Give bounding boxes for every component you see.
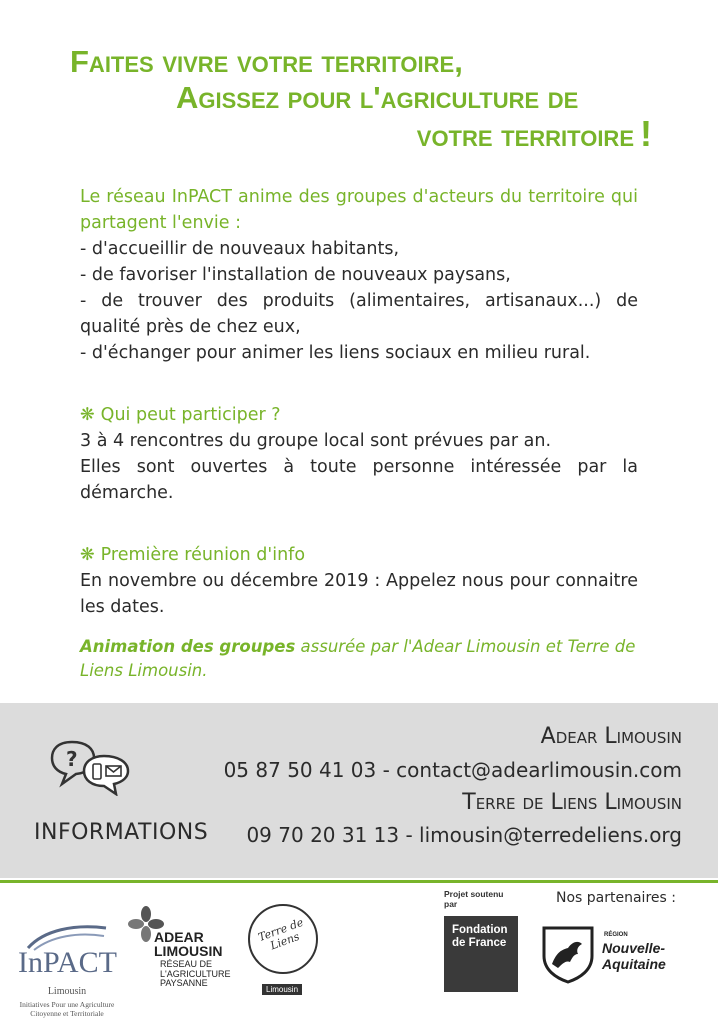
tdl-badge: Limousin: [262, 984, 302, 995]
credit-bold-2: des groupes: [175, 637, 296, 656]
participants-line-2: Elles sont ouvertes à toute personne intéressée par la démarche.: [80, 457, 638, 503]
region-label: RÉGION: [604, 932, 628, 938]
fondation-text: Fondation de France: [452, 924, 508, 949]
inpact-tagline: Initiatives Pour une Agriculture Citoyenne et Territoriale: [19, 1000, 115, 1018]
org-adear: Adear Limousin: [540, 724, 682, 749]
fondation-de-france-logo: [444, 916, 518, 992]
project-supported-label: [444, 890, 504, 909]
inpact-word: InPACT: [18, 946, 117, 979]
inpact-logo: [14, 908, 120, 1018]
reunion-text: En novembre ou décembre 2019 : Appelez nous pour connaitre les dates.: [80, 571, 638, 617]
region-name: Nouvelle-Aquitaine: [602, 940, 666, 972]
intro-item: - de favoriser l'installation de nouveaux paysans,: [80, 265, 511, 285]
contact-adear: 05 87 50 41 03 - contact@adearlimousin.com: [223, 758, 682, 782]
title-exclamation: !: [640, 113, 652, 154]
asterisk-icon: ❋: [80, 545, 95, 565]
title-line-3-text: votre territoire: [416, 118, 634, 153]
participants-line-1: 3 à 4 rencontres du groupe local sont prévues par an.: [80, 431, 552, 451]
inpact-region: Limousin: [47, 986, 87, 997]
title-line-3: [416, 113, 652, 154]
asterisk-icon: ❋: [80, 405, 95, 425]
intro-item: - de trouver des produits (alimentaires, artisanaux...) de qualité près de chez eux,: [80, 291, 638, 337]
participants-section: [80, 402, 638, 506]
intro-item: - d'échanger pour animer les liens sociaux en milieu rural.: [80, 343, 591, 363]
partners-label: Nos partenaires :: [556, 890, 676, 906]
tdl-script: Terre de Liens: [256, 915, 306, 953]
participants-heading-text: Qui peut participer ?: [100, 405, 281, 425]
reunion-heading-text: Première réunion d'info: [100, 545, 306, 565]
intro-block: [80, 184, 638, 366]
chat-bubbles-icon: [48, 738, 132, 796]
adear-logo: [128, 906, 240, 1006]
credit-bold-1: Animation: [80, 637, 176, 656]
lion-shield-icon: [540, 924, 596, 984]
intro-text: Le réseau InPACT anime des groupes d'acteurs du territoire qui partagent l'envie :: [80, 187, 638, 233]
title-line-2: Agissez pour l'agriculture de: [176, 80, 579, 115]
terre-de-liens-logo: [248, 904, 320, 1000]
info-label: INFORMATIONS: [34, 820, 209, 845]
adear-name: ADEAR LIMOUSIN: [154, 929, 223, 959]
projet-text: Projet soutenu par: [444, 889, 504, 909]
org-terre-de-liens: Terre de Liens Limousin: [462, 790, 682, 815]
reunion-heading: [80, 542, 638, 568]
credit-rest: assurée par l'Adear Limousin et Terre de Liens Limousin.: [80, 637, 636, 680]
intro-item: - d'accueillir de nouveaux habitants,: [80, 239, 400, 259]
title-line-1: Faites vivre votre territoire,: [70, 44, 463, 79]
nouvelle-aquitaine-logo: [540, 924, 690, 984]
credit-text: [80, 635, 638, 683]
logos-row: [0, 884, 718, 1024]
contact-terre-de-liens: 09 70 20 31 13 - limousin@terredeliens.org: [246, 823, 682, 847]
reunion-section: [80, 542, 638, 620]
participants-heading: [80, 402, 638, 428]
adear-description: RÉSEAU DE L'AGRICULTURE PAYSANNE: [160, 959, 231, 988]
svg-text:?: ?: [66, 747, 78, 771]
divider: [0, 880, 718, 883]
